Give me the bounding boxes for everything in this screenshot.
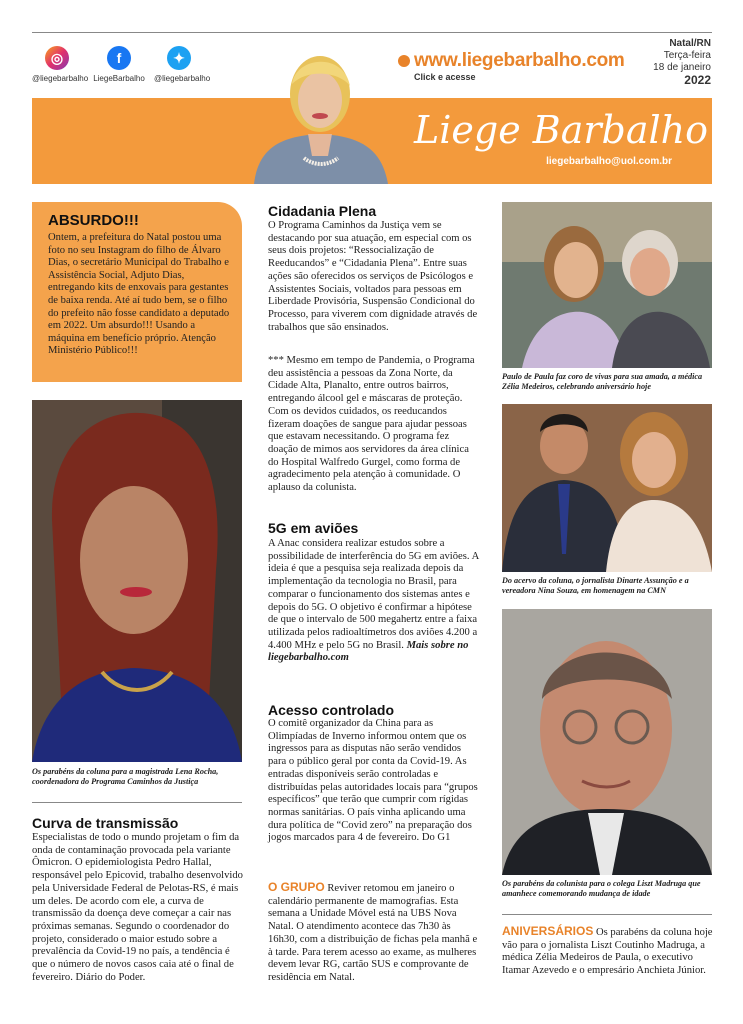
aniversarios-text: Os parabéns da coluna hoje vão para o jornalista Liszt Coutinho Madruga, a médica Zélia Medeiros de Paula, o executivo Itamar Azevedo e o empresário Anchieta Júnior. — [502, 927, 713, 977]
city: Natal/RN — [669, 38, 711, 49]
site-url-row — [398, 50, 624, 72]
absurdo-box — [32, 202, 242, 382]
twitter-icon: ✦ — [167, 46, 191, 70]
date: 18 de janeiro — [653, 62, 711, 73]
5g-title: 5G em aviões — [268, 520, 359, 536]
curva-text: Especialistas de todo o mundo projetam o fim da onda de contaminação provocada pela variante Ômicron. O epidemiologista Pedro Hallal, responsável pelo Epicovid, trabalho desenvolvido pela Universidade Federal de Pelotas-RS, é mais um deles. De acordo com ele, a curva de transmissão da doença deve começar a cair nas próximas semanas. Segundo o coordenador do projeto, considerado o maior estudo sobre a prevalência da Covid-19 no país, a tendência é que o número de novos casos caia até o final de fevereiro. Diário do Poder. — [32, 832, 243, 983]
social-facebook[interactable] — [92, 46, 146, 83]
grupo-block — [268, 881, 480, 985]
facebook-icon: f — [107, 46, 131, 70]
liszt-madruga-caption: Os parabéns da colunista para o colega Liszt Madruga que amanhece comemorando mudança de idade — [502, 879, 701, 898]
social-instagram[interactable] — [32, 46, 89, 83]
5g-text: A Anac considera realizar estudos sobre a possibilidade de interferência do 5G em aviões. A ideia é que a pesquisa seja realizada depois da implementação da tecnologia no Brasil, para comparar o funcionamento dos sistemas antes e depois do 5G. O objetivo é confirmar a hipótese de que o intervalo de 500 megahertz entre a faixa utilizada pelos radioaltímetros dos aviões 4.200 a 4.400 MHz e pelo 5G no Brasil. — [268, 538, 479, 651]
divider-left — [32, 802, 242, 803]
5g-block — [268, 538, 480, 665]
twitter-handle: @liegebarbalho — [154, 74, 211, 83]
date-block — [653, 38, 711, 86]
grupo-text: Reviver retomou em janeiro o calendário permanente de mamografias. Esta semana a Unidade Móvel está na UBS Nova Natal. O atendimento acontece das 7h30 às 16h30, com a distribuição de fichas pela manhã e à tarde. Para terem acesso ao exame, as mulheres devem levar RG, cartão SUS e comprovante de residência em Natal. — [268, 883, 478, 983]
acesso-title: Acesso controlado — [268, 702, 395, 718]
5g-more-link[interactable]: Mais sobre no liegebarbalho.com — [268, 639, 469, 664]
cidadania-title: Cidadania Plena — [268, 203, 377, 219]
liszt-madruga-photo — [502, 609, 712, 875]
location-pin-icon — [398, 55, 410, 67]
aniversarios-block — [502, 925, 714, 978]
instagram-handle: @liegebarbalho — [32, 74, 89, 83]
lena-rocha-photo — [32, 400, 242, 762]
pandemia-text: *** Mesmo em tempo de Pandemia, o Programa deu assistência a pessoas da Zona Norte, da Cidade Alta, Planalto, entre outros bairros, entregando álcool gel e máscaras de proteção. Com os devidos cuidados, os reeducandos fizeram doações de sangue para ajudar pessoas que estavam necessitando. O programa fez doação de mimos aos servidores da área clínica do Hospital Walfredo Gurgel, como forma de agradecimento pela atenção à comunidade. O aplauso da colunista. — [268, 355, 475, 494]
column-name: Liege Barbalho — [414, 108, 708, 152]
curva-title: Curva de transmissão — [32, 815, 179, 831]
aniversarios-kicker: ANIVERSÁRIOS — [502, 924, 594, 938]
columnist-portrait — [248, 38, 392, 184]
absurdo-title: ABSURDO!!! — [48, 212, 139, 229]
lena-rocha-caption: Os parabéns da coluna para a magistrada Lena Rocha, coordenadora do Programa Caminhos da Justiça — [32, 767, 219, 786]
dinarte-nina-photo — [502, 404, 712, 572]
facebook-handle: LiegeBarbalho — [93, 74, 145, 83]
dinarte-nina-caption: Do acervo da coluna, o jornalista Dinarte Assunção e a vereadora Nina Souza, em homenagem na CMN — [502, 576, 689, 595]
grupo-kicker: O GRUPO — [268, 880, 325, 894]
site-cta: Click e acesse — [414, 72, 476, 82]
cidadania-text: O Programa Caminhos da Justiça vem se destacando por sua atuação, em especial com os seus dois projetos: “Ressocialização de Reeducandos” e “Cidadania Plena”. Entre suas ações são oferecidos os serviços de Psicólogos e Assistentes Sociais, voltados para pessoas em Liberdade Provisória, Suspensão Condicional do Processo, para viverem com dignidade através de trabalhos que são ensinados. — [268, 220, 478, 333]
acesso-text: O comitê organizador da China para as Olimpíadas de Inverno informou ontem que os ingressos para as disputas não serão vendidos para o público geral por conta da Covid-19. As entradas disponíveis serão controladas e distribuídas pelas autoridades locais para “grupos específicos” que terão que cumprir com rígidas normas sanitárias. O país vinha aplicando uma dura política de “Covid zero” na preparação dos jogos marcados para 4 de fevereiro. Do G1 — [268, 718, 478, 844]
divider-right — [502, 914, 712, 915]
site-link[interactable] — [398, 50, 624, 82]
year: 2022 — [684, 73, 711, 87]
column-email[interactable]: liegebarbalho@uol.com.br — [546, 156, 672, 167]
paulo-zelia-caption: Paulo de Paula faz coro de vivas para sua amada, a médica Zélia Medeiros, celebrando aniversário hoje — [502, 372, 703, 391]
absurdo-text: Ontem, a prefeitura do Natal postou uma foto no seu Instagram do filho de Álvaro Dias, o secretário Municipal do Trabalho e Assistência Social, Adjuto Dias, entregando kits de enxovais para gestantes de baixa renda. Até aí tudo bem, se o filho do prefeito não fosse candidato a deputado em 2022. Um absurdo!!! Usando a máquina em benefício próprio. Atenção Ministério Público!!! — [48, 232, 230, 357]
paulo-zelia-photo — [502, 202, 712, 368]
top-rule — [32, 32, 712, 33]
site-url: www.liegebarbalho.com — [414, 50, 625, 71]
weekday: Terça-feira — [663, 50, 711, 61]
instagram-icon: ◎ — [45, 46, 69, 70]
social-twitter[interactable] — [154, 46, 211, 83]
